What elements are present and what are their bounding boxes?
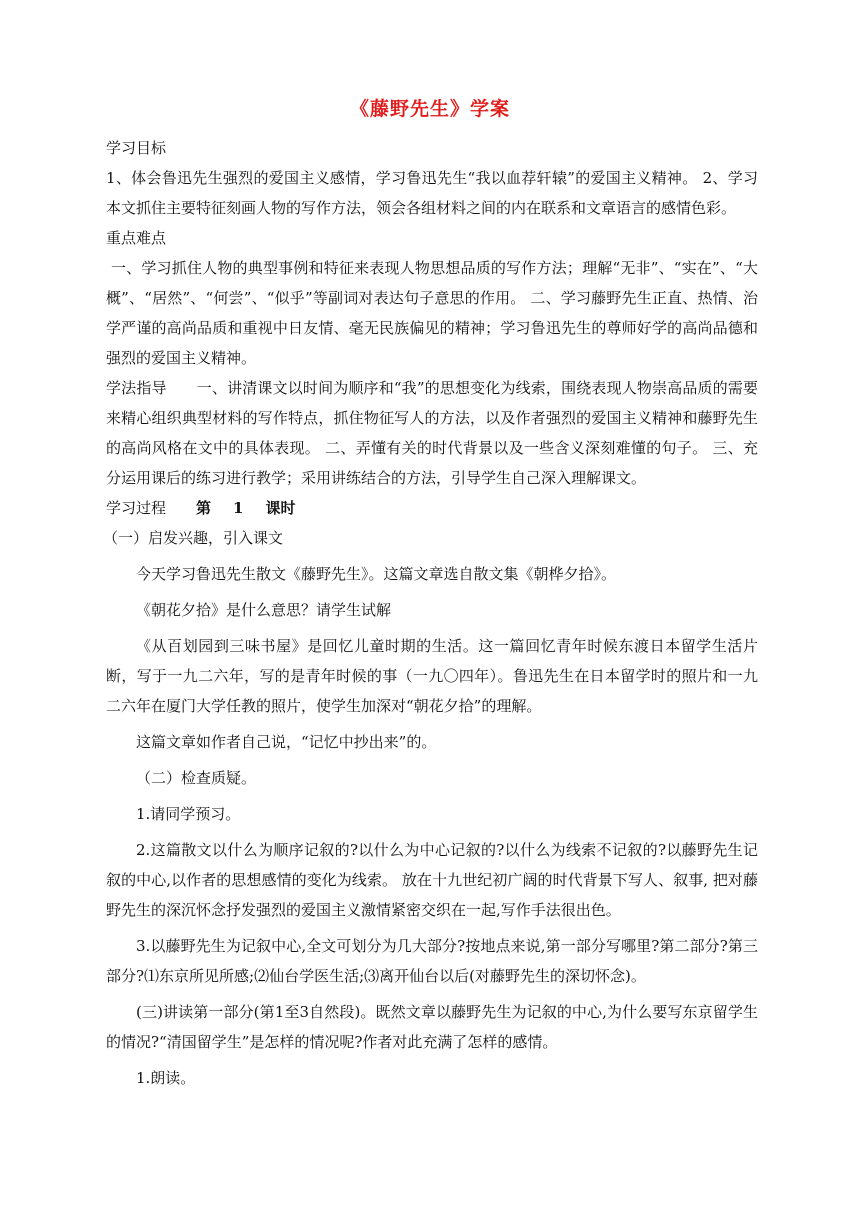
method-text: 一、讲清课文以时间为顺序和“我”的思想变化为线索，围绕表现人物崇高品质的需要来精心组织典型材料的写作特点，抓住物征写人的方法，以及作者强烈的爱国主义精神和藤野先生的高尚风格在文中的具体表现。 二、弄懂有关的时代背景以及一些含义深刻难懂的句子。 三、充分运用课后的练习进行教学；采用讲练结合的方法，引导学生自己深入理解课文。 [106, 379, 758, 487]
section2-item-3: 3.以藤野先生为记叙中心,全文可划分为几大部分?按地点来说,第一部分写哪里?第二部分?第三部分?⑴东京所见所感;⑵仙台学医生活;⑶离开仙台以后(对藤野先生的深切怀念)。 [106, 937, 758, 985]
section3-item-1: 1.朗读。 [136, 1069, 196, 1087]
section1-paragraph-3: 《从百划园到三味书屋》是回忆儿童时期的生活。这一篇回忆青年时候东渡日本留学生活片断，写于一九二六年，写的是青年时候的事（一九〇四年）。鲁迅先生在日本留学时的照片和一九二六年在厦门大学任教的照片，使学生加深对“朝花夕拾”的理解。 [106, 637, 758, 715]
process-heading: 学习过程 [106, 499, 167, 517]
document-body [103, 133, 758, 1093]
section3-heading: (三)讲读第一部分(第1至3自然段)。既然文章以藤野先生为记叙的中心,为什么要写东京留学生的情况?“清国留学生”是怎样的情况呢?作者对此充满了怎样的感情。 [106, 1003, 758, 1051]
goals-heading: 学习目标 [106, 139, 167, 157]
section1-paragraph-2: 《朝花夕拾》是什么意思？请学生试解 [136, 601, 392, 619]
section1-heading: （一）启发兴趣，引入课文 [103, 529, 284, 547]
section2-item-1: 1.请同学预习。 [136, 805, 241, 823]
goals-text: 1、体会鲁迅先生强烈的爱国主义感情，学习鲁迅先生“我以血荐轩辕”的爱国主义精神。 2、学习本文抓住主要特征刻画人物的写作方法，领会各组材料之间的内在联系和文章语言的感情色彩。 [106, 169, 758, 217]
section1-paragraph-1: 今天学习鲁迅先生散文《藤野先生》。这篇文章选自散文集《朝桦夕拾》。 [136, 565, 617, 583]
section2-item-2: 2.这篇散文以什么为顺序记叙的?以什么为中心记叙的?以什么为线索不记叙的?以藤野先生记叙的中心,以作者的思想感情的变化为线索。 放在十九世纪初广阔的时代背景下写人、叙事, 把对藤野先生的深沉怀念抒发强烈的爱国主义激情紧密交织在一起,写作手法很出色。 [106, 841, 758, 919]
method-heading: 学法指导 [106, 379, 167, 397]
lesson-label: 第 [196, 499, 212, 517]
process-heading-line [106, 493, 758, 523]
section2-heading: （二）检查质疑。 [136, 769, 257, 787]
difficulties-heading: 重点难点 [106, 229, 167, 247]
document-title: 《藤野先生》学案 [349, 98, 510, 120]
lesson-number: 1 [233, 499, 244, 517]
method-paragraph [106, 373, 758, 493]
lesson-unit: 课时 [265, 499, 296, 517]
difficulties-text: 一、学习抓住人物的典型事例和特征来表现人物思想品质的写作方法；理解“无非”、“实在”、“大概”、“居然”、“何尝”、“似乎”等副词对表达句子意思的作用。 二、学习藤野先生正直、热情、治学严谨的高尚品质和重视中日友情、毫无民族偏见的精神；学习鲁迅先生的尊师好学的高尚品德和强烈的爱国主义精神。 [106, 259, 758, 367]
section1-paragraph-4: 这篇文章如作者自己说，“记忆中抄出来”的。 [136, 733, 437, 751]
